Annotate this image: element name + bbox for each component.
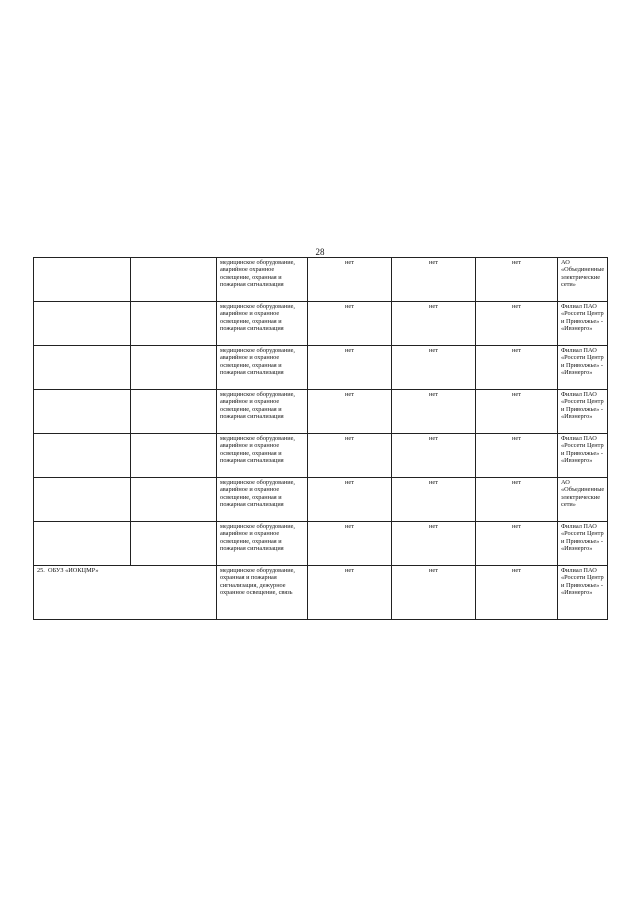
table-row <box>34 346 608 390</box>
value-cell: нет <box>476 522 558 566</box>
supplier-cell: Филиал ПАО «Россети Центр и Приволжье» - «Ивэнерго» <box>558 434 608 478</box>
equipment-cell: медицинское оборудование, аварийное и охранное освещение, охранная и пожарная сигнализация <box>217 346 308 390</box>
value-cell: нет <box>308 566 392 620</box>
row-number-cell <box>34 434 131 478</box>
equipment-cell: медицинское оборудование, охранная и пожарная сигнализация, дежурное охранное освещение, связь <box>217 566 308 620</box>
table-row <box>34 302 608 346</box>
equipment-cell: медицинское оборудование, аварийное и охранное освещение, охранная и пожарная сигнализация <box>217 478 308 522</box>
value-cell: нет <box>392 302 476 346</box>
value-cell: нет <box>476 390 558 434</box>
row-number-cell <box>34 302 131 346</box>
equipment-cell: медицинское оборудование, аварийное и охранное освещение, охранная и пожарная сигнализация <box>217 434 308 478</box>
organization-cell <box>131 346 217 390</box>
supplier-cell: Филиал ПАО «Россети Центр и Приволжье» - «Ивэнерго» <box>558 346 608 390</box>
value-cell: нет <box>392 478 476 522</box>
organization-cell <box>131 302 217 346</box>
organization-cell <box>131 478 217 522</box>
value-cell: нет <box>476 258 558 302</box>
row-number-cell <box>34 390 131 434</box>
equipment-cell: медицинское оборудование, аварийное и охранное освещение, охранная и пожарная сигнализация <box>217 390 308 434</box>
equipment-cell: медицинское оборудование, аварийное и охранное освещение, охранная и пожарная сигнализация <box>217 302 308 346</box>
value-cell: нет <box>476 566 558 620</box>
supplier-cell: Филиал ПАО «Россети Центр и Приволжье» - «Ивэнерго» <box>558 566 608 620</box>
supplier-cell: Филиал ПАО «Россети Центр и Приволжье» - «Ивэнерго» <box>558 302 608 346</box>
value-cell: нет <box>308 346 392 390</box>
table-row <box>34 522 608 566</box>
table-row <box>34 478 608 522</box>
equipment-cell: медицинское оборудование, аварийное и охранное освещение, охранная и пожарная сигнализация <box>217 522 308 566</box>
value-cell: нет <box>392 390 476 434</box>
page-number: 28 <box>315 247 325 257</box>
value-cell: нет <box>476 346 558 390</box>
supplier-cell: Филиал ПАО «Россети Центр и Приволжье» - «Ивэнерго» <box>558 390 608 434</box>
supplier-cell: АО «Объединенные электрические сети» <box>558 478 608 522</box>
supplier-cell: Филиал ПАО «Россети Центр и Приволжье» - «Ивэнерго» <box>558 522 608 566</box>
supplier-cell: АО «Объединенные электрические сети» <box>558 258 608 302</box>
table-row <box>34 434 608 478</box>
row-number-cell <box>34 478 131 522</box>
value-cell: нет <box>308 390 392 434</box>
value-cell: нет <box>476 478 558 522</box>
row-number-cell <box>34 346 131 390</box>
row-number-cell <box>34 258 131 302</box>
value-cell: нет <box>392 522 476 566</box>
organization-cell <box>131 522 217 566</box>
document-table <box>33 257 608 620</box>
row-number: 25. <box>37 567 45 574</box>
value-cell: нет <box>308 258 392 302</box>
organization-header-cell <box>34 566 217 620</box>
organization-name: ОБУЗ «ИОКЦМР» <box>48 567 99 574</box>
value-cell: нет <box>392 258 476 302</box>
value-cell: нет <box>392 566 476 620</box>
value-cell: нет <box>392 434 476 478</box>
value-cell: нет <box>476 302 558 346</box>
value-cell: нет <box>476 434 558 478</box>
row-number-cell <box>34 522 131 566</box>
organization-cell <box>131 434 217 478</box>
value-cell: нет <box>308 478 392 522</box>
table-row <box>34 390 608 434</box>
value-cell: нет <box>392 346 476 390</box>
table-row <box>34 566 608 620</box>
organization-cell <box>131 390 217 434</box>
organization-cell <box>131 258 217 302</box>
value-cell: нет <box>308 434 392 478</box>
value-cell: нет <box>308 302 392 346</box>
table-row <box>34 258 608 302</box>
value-cell: нет <box>308 522 392 566</box>
equipment-cell: медицинское оборудование, аварийное охранное освещение, охранная и пожарная сигнализация <box>217 258 308 302</box>
